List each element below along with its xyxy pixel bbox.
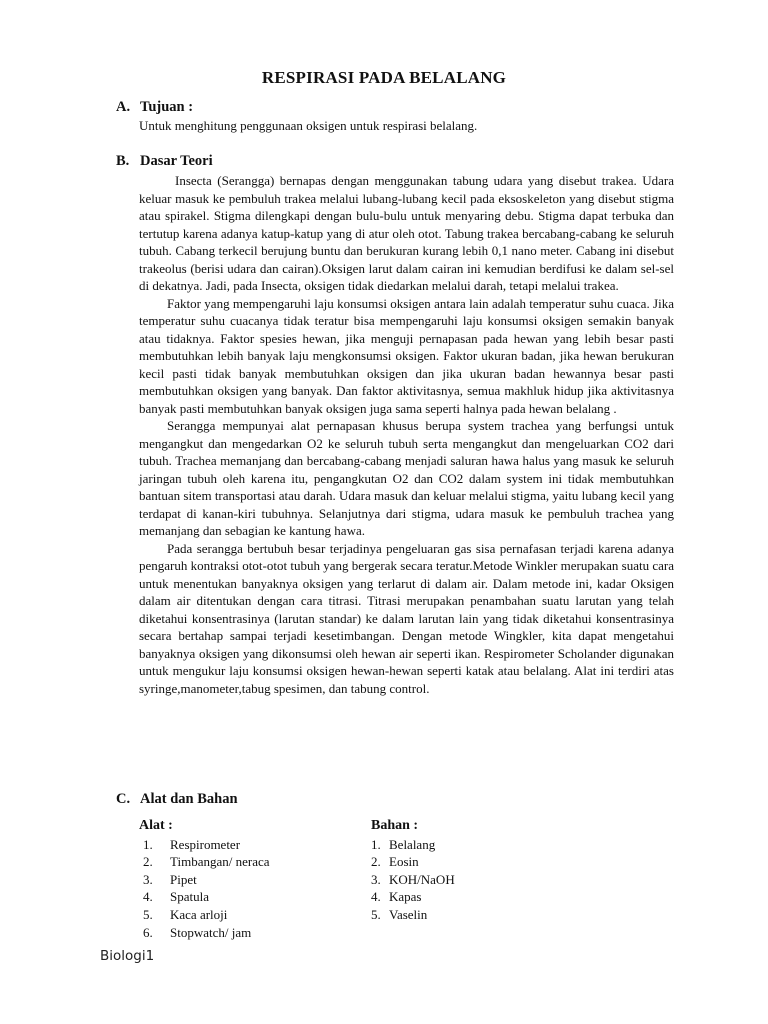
list-item — [139, 888, 359, 906]
paragraph: Faktor yang mempengaruhi laju konsumsi oksigen antara lain adalah temperatur suhu cuaca. Jika temperatur suhu cuacanya tidak teratur bisa mempengaruhi laju konsumsi oksigen semakin banyak atau tidaknya. Faktor spesies hewan, jika menguji pernapasan pada hewan yang lebih besar pasti membutuhkan lebih banyak laju mengkonsumsi oksigen. Faktor ukuran badan, jika hewan berukuran kecil pasti tidak banyak membutuhkan oksigen dan jika ukuran badan hewannya besar pasti membutuhkan oksigen yang banyak. Dan faktor aktivitasnya, semua makhluk hidup jika aktivitasnya banyak pasti membutuhkan banyak oksigen juga sama seperti halnya pada hewan belalang . — [139, 295, 674, 416]
footer-label: Biologi — [100, 948, 146, 964]
bahan-heading: Bahan : — [371, 818, 419, 833]
list-item-text: Eosin — [389, 854, 419, 870]
list-item-number: 2. — [371, 854, 381, 870]
list-item-text: Timbangan/ neraca — [170, 854, 270, 870]
section-a-text: Untuk menghitung penggunaan oksigen untuk respirasi belalang. — [139, 118, 478, 133]
list-item — [371, 888, 571, 906]
bahan-list — [371, 836, 571, 924]
list-item — [139, 836, 359, 854]
list-item-number: 3. — [143, 871, 153, 887]
section-a-heading — [116, 99, 193, 116]
list-item — [371, 836, 571, 854]
list-item-text: KOH/NaOH — [389, 871, 455, 887]
section-b-body — [139, 172, 674, 697]
page-number: 1 — [145, 948, 155, 964]
alat-list — [139, 836, 359, 942]
list-item — [139, 871, 359, 889]
section-c-heading — [116, 791, 238, 808]
list-item — [139, 906, 359, 924]
section-c-letter: C. — [116, 791, 131, 807]
section-c-title: Alat dan Bahan — [140, 791, 238, 807]
list-item-number: 4. — [143, 889, 153, 905]
list-item-text: Belalang — [389, 836, 436, 852]
alat-heading: Alat : — [139, 818, 173, 833]
list-item-text: Vaselin — [389, 906, 428, 922]
list-item — [371, 906, 571, 924]
section-b-heading — [116, 153, 213, 170]
list-item-number: 5. — [371, 906, 381, 922]
list-item-number: 5. — [143, 906, 153, 922]
list-item-number: 3. — [371, 871, 381, 887]
section-a-letter: A. — [116, 99, 131, 115]
list-item-text: Stopwatch/ jam — [170, 924, 252, 940]
page-footer — [100, 948, 154, 964]
list-item-text: Spatula — [170, 889, 209, 905]
list-item — [371, 871, 571, 889]
alat-column — [139, 817, 359, 941]
list-item-number: 1. — [143, 836, 153, 852]
list-item — [371, 853, 571, 871]
paragraph: Serangga mempunyai alat pernapasan khusus berupa system trachea yang berfungsi untuk mengangkut dan mengedarkan O2 ke seluruh tubuh serta mengangkut dan mengeluarkan CO2 dari tubuh. Trachea memanjang dan bercabang-cabang menjadi saluran hawa halus yang masuk ke seluruh jaringan tubuh oleh karena itu, pengangkutan O2 dan CO2 dalam system ini tidak membutuhkan bantuan sitem transportasi atau darah. Udara masuk dan keluar melalui stigma, yaitu lubang kecil yang terdapat di kanan-kiri tubuhnya. Selanjutnya dari stigma, udara masuk ke pembuluh trachea yang memanjang dan sebagian ke kantung hawa. — [139, 418, 674, 538]
section-b-letter: B. — [116, 153, 130, 169]
list-item-number: 2. — [143, 854, 153, 870]
list-item-text: Pipet — [170, 871, 197, 887]
list-item-number: 6. — [143, 924, 153, 940]
list-item-text: Respirometer — [170, 836, 241, 852]
bahan-column — [371, 817, 571, 924]
list-item-text: Kaca arloji — [170, 906, 228, 922]
section-a-title: Tujuan : — [140, 99, 194, 115]
section-b-title: Dasar Teori — [140, 153, 213, 169]
paragraph: Insecta (Serangga) bernapas dengan menggunakan tabung udara yang disebut trakea. Udara keluar masuk ke pembuluh trakea melalui lubang-lubang kecil pada eksoskeleton yang disebut stigma atau spirakel. Stigma dilengkapi dengan bulu-bulu untuk menyaring debu. Stigma dapat terbuka dan tertutup karena adanya katup-katup yang di atur oleh otot. Tabung trakea bercabang-cabang ke seluruh tubuh. Cabang terkecil berujung buntu dan berukuran kurang lebih 0,1 nano meter. Cabang ini disebut trakeolus (berisi udara dan cairan).Oksigen larut dalam cairan ini kemudian berdifusi ke dalam sel-sel di dekatnya. Jadi, pada Insecta, oksigen tidak diedarkan melalui darah, tetapi melalui trakea. — [139, 173, 674, 293]
page-title: RESPIRASI PADA BELALANG — [261, 68, 507, 87]
list-item-number: 4. — [371, 889, 381, 905]
list-item — [139, 924, 359, 942]
list-item-number: 1. — [371, 836, 381, 852]
list-item — [139, 853, 359, 871]
list-item-text: Kapas — [389, 889, 422, 905]
paragraph: Pada serangga bertubuh besar terjadinya pengeluaran gas sisa pernafasan terjadi karena adanya pengaruh kontraksi otot-otot tubuh yang bergerak secara teratur.Metode Winkler merupakan suatu cara untuk menentukan banyaknya oksigen yang terlarut di dalam air. Dalam metode ini, kadar Oksigen dalam air ditentukan dengan cara titrasi. Titrasi merupakan penambahan suatu larutan yang telah diketahui konsentrasinya (larutan standar) ke dalam larutan lain yang tidak diketahui konsentrasinya secara bertahap sampai terjadi kesetimbangan. Dengan metode Wingkler, kita dapat mengetahui banyaknya oksigen yang dikonsumsi oleh hewan air seperti ikan. Respirometer Scholander digunakan untuk mengukur laju konsumsi oksigen hewan-hewan seperti katak atau belalang. Alat ini terdiri atas syringe,manometer,tabug spesimen, dan tabung control. — [139, 540, 674, 696]
